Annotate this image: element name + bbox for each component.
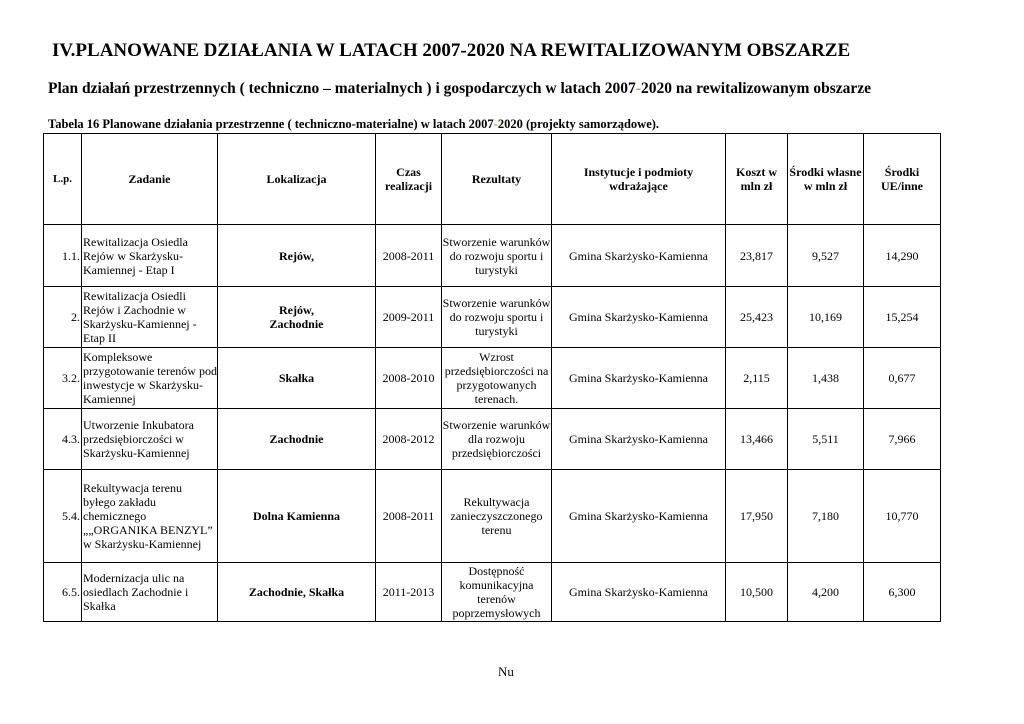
cell-srodki-wlasne: 7,180	[788, 470, 864, 563]
header-srodki-wlasne: Środki własne w mln zł	[788, 134, 864, 225]
cell-srodki-wlasne: 1,438	[788, 348, 864, 409]
page-footer: Nu	[498, 664, 514, 679]
cell-czas: 2009-2011	[376, 287, 442, 348]
caption-text: Tabela 16 Planowane działania przestrzenne ( techniczno-materialne) w latach 2007	[48, 117, 494, 131]
subheading-text: Plan działań przestrzennych ( techniczno – materialnych ) i gospodarczych w latach 2007	[48, 80, 636, 97]
cell-koszt: 2,115	[726, 348, 788, 409]
caption-separator: -	[493, 117, 498, 131]
cell-koszt: 17,950	[726, 470, 788, 563]
header-srodki-ue: Środki UE/inne	[864, 134, 941, 225]
cell-lokalizacja: Rejów, Zachodnie	[218, 287, 376, 348]
table-header-row	[44, 134, 941, 225]
cell-srodki-ue: 14,290	[864, 225, 941, 287]
cell-instytucje: Gmina Skarżysko-Kamienna	[552, 470, 726, 563]
cell-rezultaty: Stworzenie warunków do rozwoju sportu i turystyki	[442, 287, 552, 348]
header-rezultaty: Rezultaty	[442, 134, 552, 225]
table-row	[44, 287, 941, 348]
cell-koszt: 23,817	[726, 225, 788, 287]
header-lp: L.p.	[44, 134, 82, 225]
header-instytucje: Instytucje i podmioty wdrażające	[552, 134, 726, 225]
table-caption	[48, 117, 659, 132]
cell-srodki-ue: 7,966	[864, 409, 941, 470]
cell-srodki-wlasne: 4,200	[788, 563, 864, 622]
cell-lokalizacja: Rejów,	[218, 225, 376, 287]
table-row	[44, 225, 941, 287]
cell-lokalizacja: Skałka	[218, 348, 376, 409]
cell-instytucje: Gmina Skarżysko-Kamienna	[552, 287, 726, 348]
cell-instytucje: Gmina Skarżysko-Kamienna	[552, 409, 726, 470]
cell-rezultaty: Rekultywacja zanieczyszczonego terenu	[442, 470, 552, 563]
cell-czas: 2008-2012	[376, 409, 442, 470]
cell-czas: 2011-2013	[376, 563, 442, 622]
cell-lokalizacja: Zachodnie, Skałka	[218, 563, 376, 622]
cell-instytucje: Gmina Skarżysko-Kamienna	[552, 563, 726, 622]
header-koszt: Koszt w mln zł	[726, 134, 788, 225]
table-row	[44, 470, 941, 563]
cell-zadanie: Rewitalizacja Osiedli Rejów i Zachodnie w Skarżysku-Kamiennej - Etap II	[82, 287, 218, 348]
cell-lp: 1.1.	[44, 225, 82, 287]
cell-zadanie: Utworzenie Inkubatora przedsiębiorczości w Skarżysku-Kamiennej	[82, 409, 218, 470]
table-row	[44, 563, 941, 622]
cell-czas: 2008-2011	[376, 225, 442, 287]
cell-srodki-ue: 15,254	[864, 287, 941, 348]
subheading-text-end: 2020 na rewitalizowanym obszarze	[640, 80, 871, 97]
cell-instytucje: Gmina Skarżysko-Kamienna	[552, 348, 726, 409]
cell-koszt: 13,466	[726, 409, 788, 470]
planned-actions-table	[43, 133, 941, 622]
cell-srodki-wlasne: 5,511	[788, 409, 864, 470]
cell-zadanie: Rewitalizacja Osiedla Rejów w Skarżysku-Kamiennej - Etap I	[82, 225, 218, 287]
cell-lp: 6.5.	[44, 563, 82, 622]
subheading-separator: -	[635, 80, 641, 97]
section-subheading	[48, 80, 871, 98]
cell-lp: 4.3.	[44, 409, 82, 470]
header-lokalizacja: Lokalizacja	[218, 134, 376, 225]
caption-text-end: 2020 (projekty samorządowe).	[497, 117, 660, 131]
cell-lp: 3.2.	[44, 348, 82, 409]
cell-koszt: 10,500	[726, 563, 788, 622]
header-czas: Czas realizacji	[376, 134, 442, 225]
cell-srodki-ue: 0,677	[864, 348, 941, 409]
cell-czas: 2008-2011	[376, 470, 442, 563]
cell-instytucje: Gmina Skarżysko-Kamienna	[552, 225, 726, 287]
header-zadanie: Zadanie	[82, 134, 218, 225]
cell-rezultaty: Stworzenie warunków do rozwoju sportu i turystyki	[442, 225, 552, 287]
cell-zadanie: Modernizacja ulic na osiedlach Zachodnie i Skałka	[82, 563, 218, 622]
cell-lp: 2.	[44, 287, 82, 348]
cell-rezultaty: Stworzenie warunków dla rozwoju przedsiębiorczości	[442, 409, 552, 470]
cell-czas: 2008-2010	[376, 348, 442, 409]
cell-srodki-wlasne: 9,527	[788, 225, 864, 287]
cell-lp: 5.4.	[44, 470, 82, 563]
cell-koszt: 25,423	[726, 287, 788, 348]
cell-lokalizacja: Zachodnie	[218, 409, 376, 470]
cell-rezultaty: Dostępność komunikacyjna terenów poprzemysłowych	[442, 563, 552, 622]
cell-srodki-ue: 10,770	[864, 470, 941, 563]
page-heading: IV.PLANOWANE DZIAŁANIA W LATACH 2007-2020 NA REWITALIZOWANYM OBSZARZE	[52, 40, 851, 61]
cell-rezultaty: Wzrost przedsiębiorczości na przygotowanych terenach.	[442, 348, 552, 409]
cell-lokalizacja: Dolna Kamienna	[218, 470, 376, 563]
cell-zadanie: Rekultywacja terenu byłego zakładu chemicznego „„ORGANIKA BENZYL” w Skarżysku-Kamiennej	[82, 470, 218, 563]
cell-srodki-ue: 6,300	[864, 563, 941, 622]
cell-zadanie: Kompleksowe przygotowanie terenów pod inwestycje w Skarżysku-Kamiennej	[82, 348, 218, 409]
cell-srodki-wlasne: 10,169	[788, 287, 864, 348]
table-row	[44, 409, 941, 470]
table-row	[44, 348, 941, 409]
